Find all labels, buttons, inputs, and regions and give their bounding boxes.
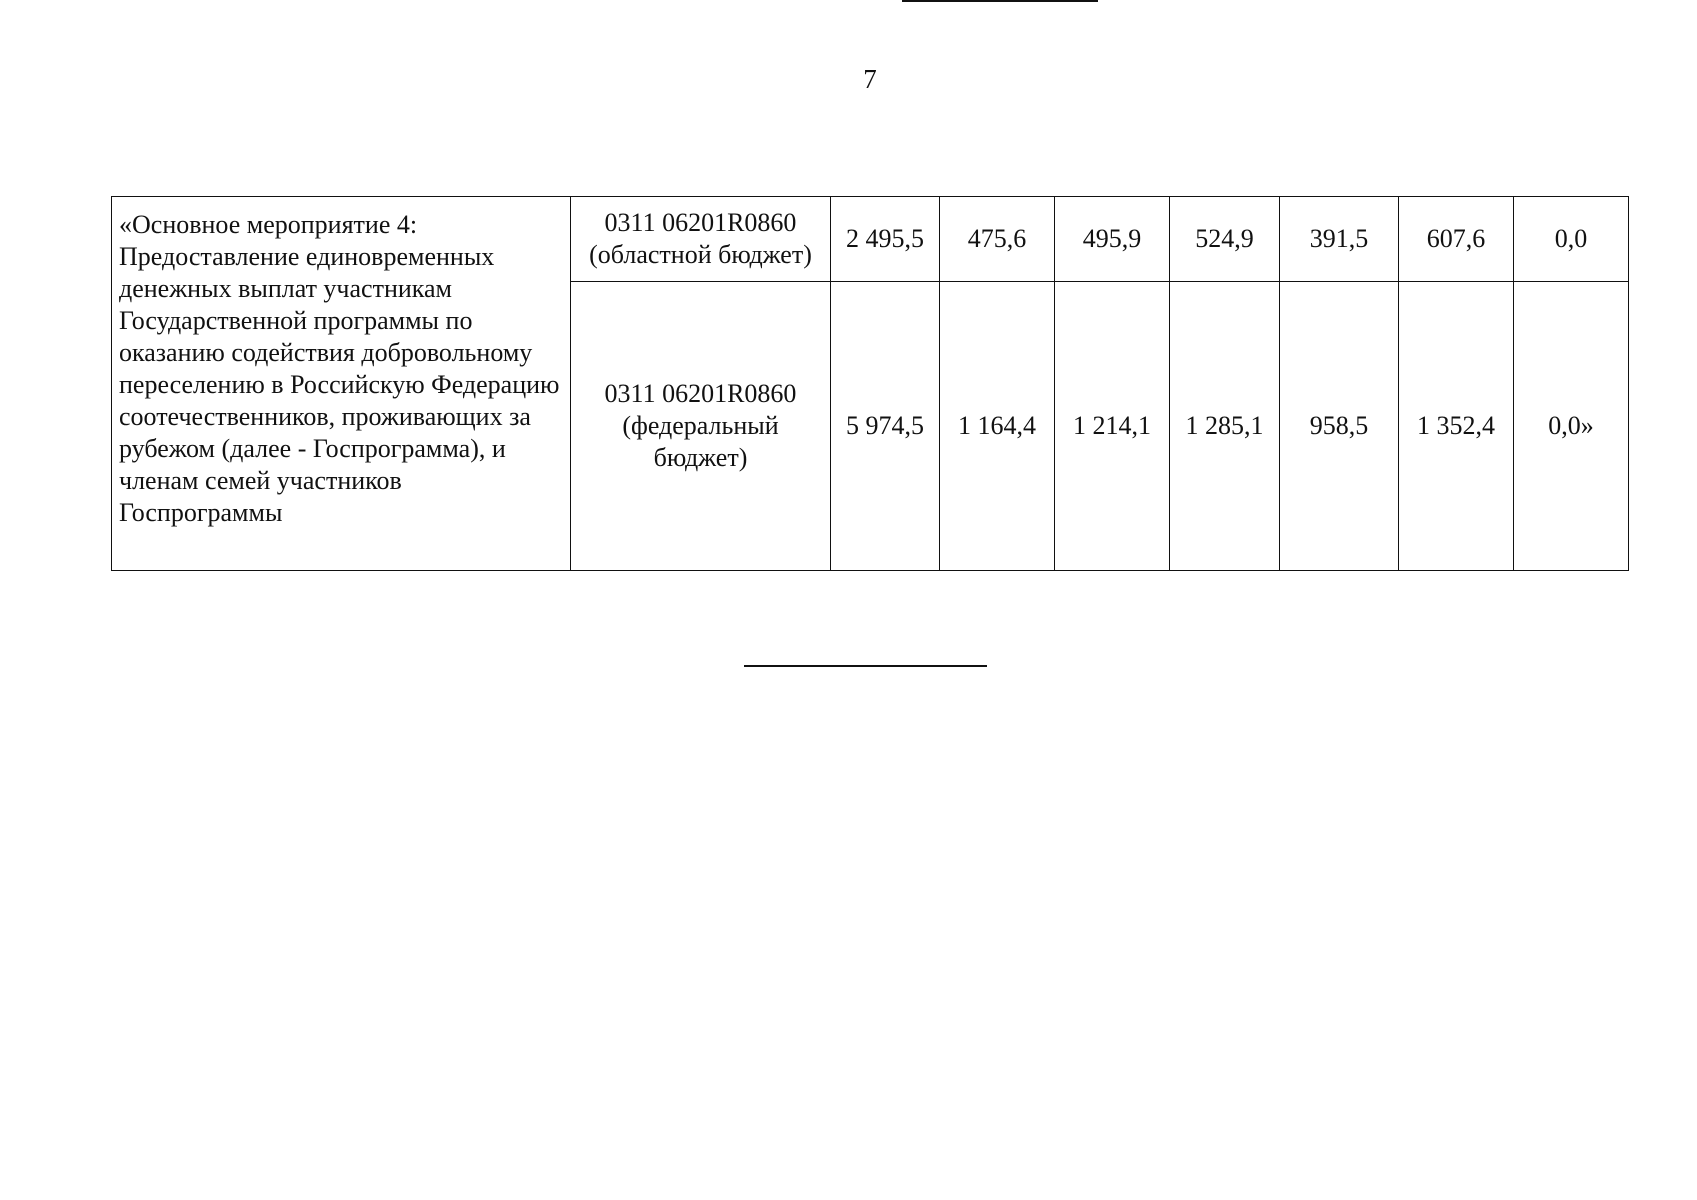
value-cell: 958,5 (1280, 282, 1399, 571)
page-number: 7 (863, 64, 877, 94)
value-cell: 0,0» (1514, 282, 1629, 571)
value-cell: 5 974,5 (831, 282, 940, 571)
budget-code-cell: 0311 06201R0860 (областной бюджет) (571, 197, 831, 282)
table-row (112, 197, 1629, 282)
value-cell: 607,6 (1399, 197, 1514, 282)
closing-divider-line (744, 665, 987, 667)
value-cell: 391,5 (1280, 197, 1399, 282)
budget-code-cell: 0311 06201R0860 (федеральный бюджет) (571, 282, 831, 571)
value-cell: 524,9 (1170, 197, 1280, 282)
top-divider-line (902, 0, 1098, 2)
value-cell: 475,6 (940, 197, 1055, 282)
budget-table (111, 196, 1629, 571)
measure-description: «Основное мероприятие 4: Предоставление единовременных денежных выплат участникам Государственной программы по оказанию содействия добровольному переселению в Российскую Федерацию соотечественников, проживающих за рубежом (далее - Госпрограмма), и членам семей участников Госпрограммы (112, 197, 571, 571)
value-cell: 1 214,1 (1055, 282, 1170, 571)
value-cell: 495,9 (1055, 197, 1170, 282)
value-cell: 0,0 (1514, 197, 1629, 282)
value-cell: 2 495,5 (831, 197, 940, 282)
value-cell: 1 352,4 (1399, 282, 1514, 571)
value-cell: 1 164,4 (940, 282, 1055, 571)
value-cell: 1 285,1 (1170, 282, 1280, 571)
